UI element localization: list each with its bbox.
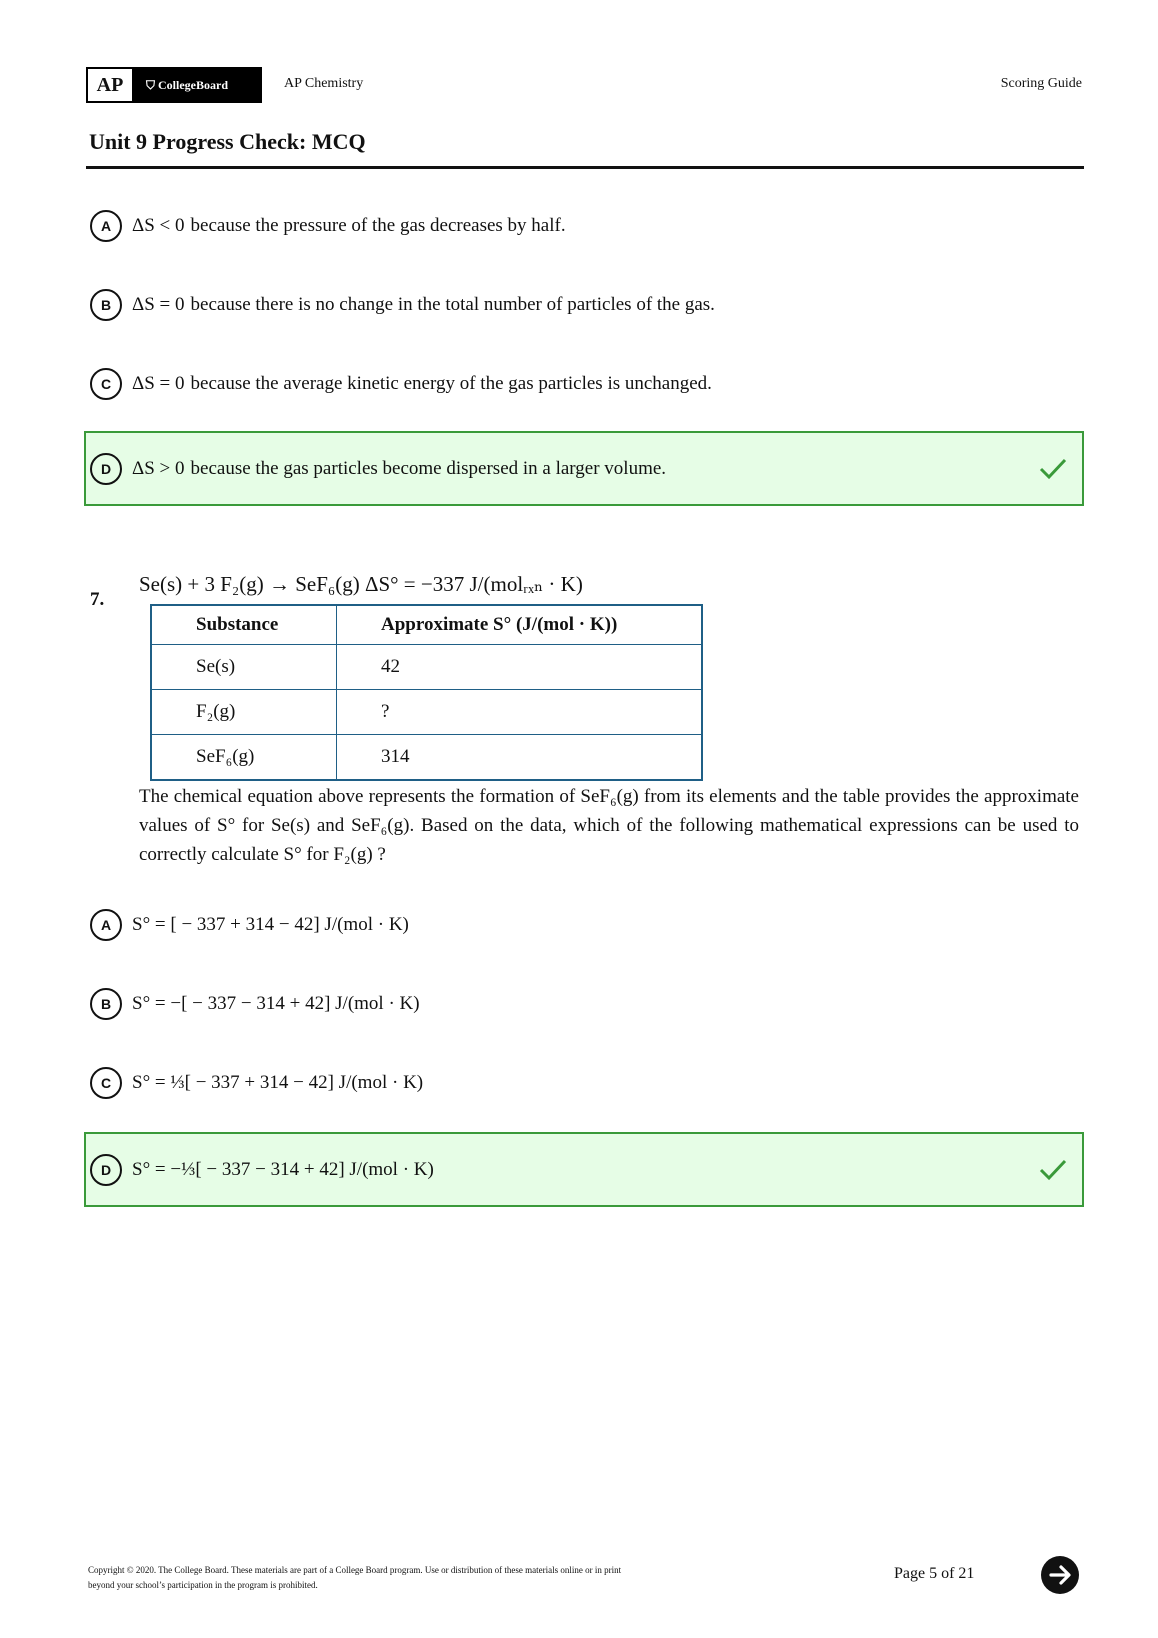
option-math: ΔS = 0 — [132, 294, 185, 315]
q6-option-c[interactable] — [84, 348, 1084, 420]
q6-option-d-correct[interactable] — [84, 431, 1084, 506]
checkmark-icon — [1038, 1154, 1068, 1184]
table-row — [151, 645, 702, 690]
option-letter-bubble: C — [90, 1067, 122, 1099]
q7-option-a[interactable] — [84, 889, 1084, 961]
table-header-row — [151, 605, 702, 645]
option-math: ΔS = 0 — [132, 373, 185, 394]
reaction-equation: Se(s) + 3 F₂(g) → SeF₆(g) ΔS° = −337 J/(molᵣₓₙ · K) — [139, 572, 583, 596]
college-board-label: CollegeBoard — [158, 77, 229, 92]
option-text: because there is no change in the total number of particles of the gas. — [190, 294, 715, 315]
subject-label: AP Chemistry — [284, 76, 364, 91]
copyright-line-2: beyond your school’s participation in the program is prohibited. — [88, 1580, 318, 1590]
acorn-shield-icon: ⛉ — [146, 77, 156, 92]
option-letter-bubble: D — [90, 453, 122, 485]
q6-option-a[interactable] — [84, 190, 1084, 262]
option-letter-bubble: A — [90, 909, 122, 941]
q7-option-d-correct[interactable] — [84, 1132, 1084, 1207]
entropy-table — [150, 604, 703, 781]
option-letter-bubble: D — [90, 1154, 122, 1186]
table-cell: F₂(g) — [151, 690, 337, 735]
copyright-notice — [88, 1563, 621, 1593]
arrow-right-icon — [1048, 1563, 1072, 1587]
next-page-button[interactable] — [1041, 1556, 1079, 1594]
ap-logo: AP — [88, 69, 132, 101]
table-cell: 42 — [337, 645, 703, 690]
option-math: ΔS > 0 — [132, 457, 185, 479]
option-letter-bubble: A — [90, 210, 122, 242]
table-row — [151, 690, 702, 735]
title-divider — [86, 166, 1084, 169]
checkmark-icon — [1038, 453, 1068, 483]
table-cell: 314 — [337, 735, 703, 781]
college-board-logo — [134, 67, 228, 103]
option-math: S° = −[ − 337 − 314 + 42] J/(mol · K) — [132, 993, 420, 1014]
option-math: S° = [ − 337 + 314 − 42] J/(mol · K) — [132, 914, 409, 935]
table-cell: SeF₆(g) — [151, 735, 337, 781]
question-number: 7. — [90, 589, 105, 610]
option-letter-bubble: C — [90, 368, 122, 400]
ap-college-board-logo — [86, 67, 262, 103]
option-math: ΔS < 0 — [132, 215, 185, 236]
q7-option-c[interactable] — [84, 1047, 1084, 1119]
option-text: because the pressure of the gas decreases by half. — [190, 215, 566, 236]
option-text: because the gas particles become dispersed in a larger volume. — [190, 457, 667, 479]
table-header: Approximate S° (J/(mol · K)) — [337, 605, 703, 645]
q6-option-b[interactable] — [84, 269, 1084, 341]
option-text: because the average kinetic energy of the gas particles is unchanged. — [190, 373, 712, 394]
table-header: Substance — [151, 605, 337, 645]
copyright-line-1: Copyright © 2020. The College Board. These materials are part of a College Board program. Use or distribution of these materials online or in print — [88, 1565, 622, 1575]
option-math: S° = −⅓[ − 337 − 314 + 42] J/(mol · K) — [132, 1158, 434, 1180]
option-letter-bubble: B — [90, 289, 122, 321]
table-cell: Se(s) — [151, 645, 337, 690]
q7-option-b[interactable] — [84, 968, 1084, 1040]
table-row — [151, 735, 702, 781]
table-cell: ? — [337, 690, 703, 735]
question-stem: The chemical equation above represents the formation of SeF₆(g) from its elements and the table provides the approximate values of S° for Se(s) and SeF₆(g). Based on the data, which of the following mathematical expressions can be used to correctly calculate S° for F₂(g) ? — [139, 786, 1079, 865]
page-indicator: Page 5 of 21 — [894, 1565, 975, 1582]
option-math: S° = ⅓[ − 337 + 314 − 42] J/(mol · K) — [132, 1072, 424, 1093]
page-title: Unit 9 Progress Check: MCQ — [89, 129, 366, 154]
option-letter-bubble: B — [90, 988, 122, 1020]
scoring-guide-label: Scoring Guide — [1000, 76, 1082, 91]
